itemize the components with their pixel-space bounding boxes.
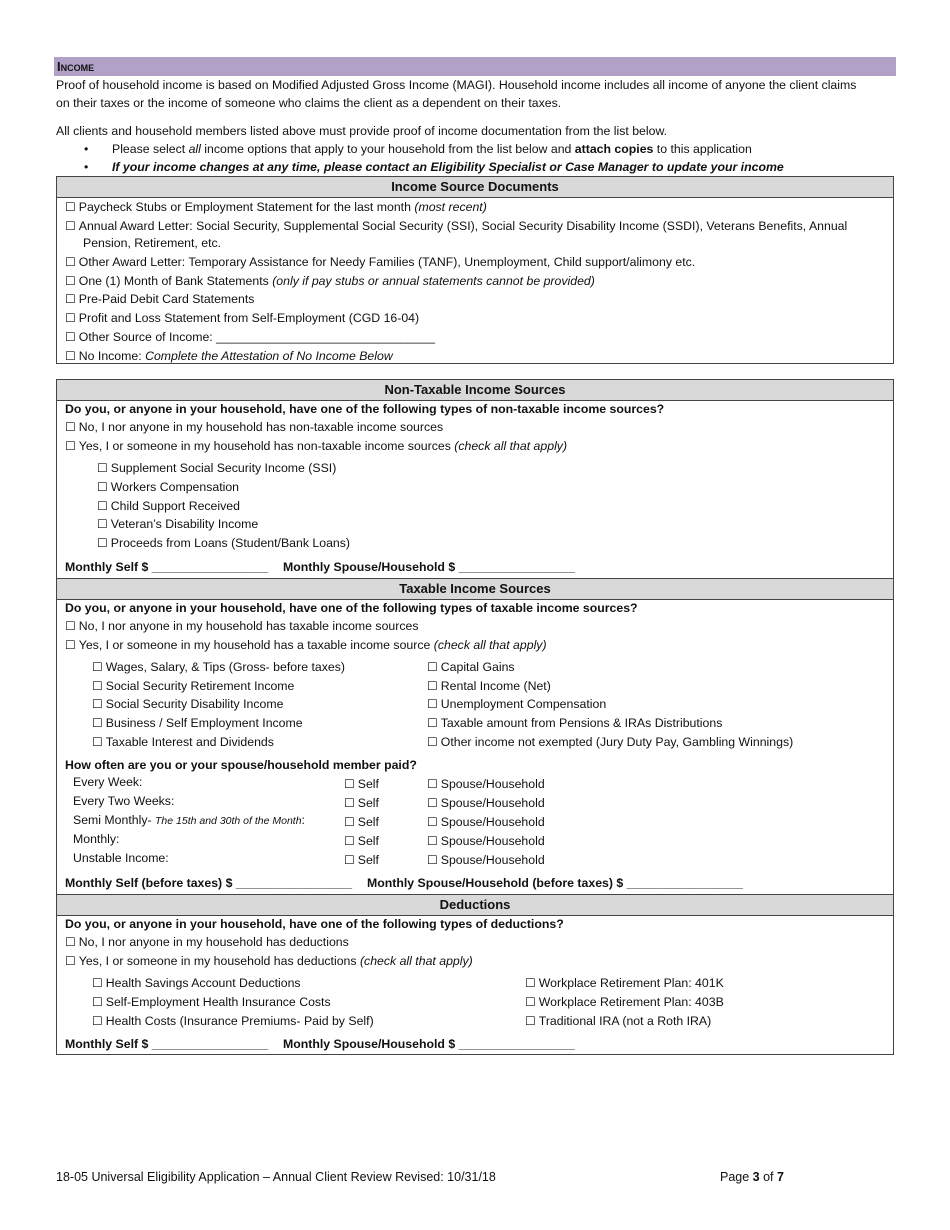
frequency-self-option[interactable]: ☐ Self [344,834,379,848]
checkbox-icon[interactable]: ☐ [427,697,438,711]
checkbox-icon[interactable]: ☐ [344,777,355,791]
checkbox-icon[interactable]: ☐ [525,1014,536,1028]
nontaxable-item[interactable]: ☐ Veteran’s Disability Income [97,517,259,531]
income-sources-box [56,379,894,1055]
checkbox-icon[interactable]: ☐ [427,660,438,674]
intro-paragraph-2: All clients and household members listed above must provide proof of income documentation from the list below. [56,124,668,138]
frequency-label: Every Two Weeks: [73,794,175,808]
checkbox-icon[interactable]: ☐ [65,292,76,306]
taxable-yes-option[interactable]: ☐ Yes, I or someone in my household has a taxable income source (check all that apply) [65,638,547,652]
taxable-item-right[interactable]: ☐ Taxable amount from Pensions & IRAs Distributions [427,716,723,730]
checkbox-icon[interactable]: ☐ [92,995,103,1009]
nontaxable-monthly-self[interactable]: Monthly Self $ _________________ [65,560,269,574]
taxable-monthly-self[interactable]: Monthly Self (before taxes) $ _________________ [65,876,353,890]
checkbox-icon[interactable]: ☐ [92,679,103,693]
deduction-item-left[interactable]: ☐ Health Costs (Insurance Premiums- Paid by Self) [92,1014,374,1028]
frequency-label: Every Week: [73,775,143,789]
deductions-title: Deductions [57,894,893,916]
frequency-self-option[interactable]: ☐ Self [344,777,379,791]
nontaxable-yes-option[interactable]: ☐ Yes, I or someone in my household has non-taxable income sources (check all that apply) [65,439,568,453]
checkbox-icon[interactable]: ☐ [97,480,108,494]
frequency-spouse-option[interactable]: ☐ Spouse/Household [427,815,545,829]
checkbox-icon[interactable]: ☐ [344,815,355,829]
doc-paycheck[interactable]: ☐ Paycheck Stubs or Employment Statement for the last month (most recent) [65,200,487,214]
frequency-spouse-option[interactable]: ☐ Spouse/Household [427,853,545,867]
deduction-item-right[interactable]: ☐ Workplace Retirement Plan: 401K [525,976,724,990]
taxable-item-left[interactable]: ☐ Taxable Interest and Dividends [92,735,274,749]
taxable-item-left[interactable]: ☐ Social Security Retirement Income [92,679,295,693]
taxable-no-option[interactable]: ☐ No, I nor anyone in my household has taxable income sources [65,619,419,633]
checkbox-icon[interactable]: ☐ [65,219,76,233]
nontaxable-no-option[interactable]: ☐ No, I nor anyone in my household has non-taxable income sources [65,420,444,434]
checkbox-icon[interactable]: ☐ [427,735,438,749]
checkbox-icon[interactable]: ☐ [427,853,438,867]
deductions-monthly-self[interactable]: Monthly Self $ _________________ [65,1037,269,1051]
checkbox-icon[interactable]: ☐ [344,796,355,810]
taxable-title: Taxable Income Sources [57,578,893,600]
taxable-monthly-spouse[interactable]: Monthly Spouse/Household (before taxes) $ _________________ [367,876,743,890]
checkbox-icon[interactable]: ☐ [97,536,108,550]
frequency-spouse-option[interactable]: ☐ Spouse/Household [427,796,545,810]
checkbox-icon[interactable]: ☐ [65,439,76,453]
checkbox-icon[interactable]: ☐ [97,499,108,513]
nontaxable-item[interactable]: ☐ Proceeds from Loans (Student/Bank Loans) [97,536,351,550]
nontaxable-item[interactable]: ☐ Supplement Social Security Income (SSI) [97,461,337,475]
doc-other-source[interactable]: ☐ Other Source of Income: ________________________________ [65,330,435,344]
income-documents-box [56,176,894,364]
doc-other-award[interactable]: ☐ Other Award Letter: Temporary Assistance for Needy Families (TANF), Unemployment, Child support/alimony etc. [65,255,696,269]
nontaxable-item[interactable]: ☐ Workers Compensation [97,480,240,494]
form-page: Income Proof of household income is based on Modified Adjusted Gross Income (MAGI). Household income includes all income of anyone the client claims on their taxes or the income of someone who claims the client as a dependent on their taxes. All clients and household members listed above must provide proof of income documentation from the list below. Please select all income options that apply to your household from the list below and attach copies to this application If your income changes at any time, please contact an Eligibility Specialist or Case Manager to update your income Income Source Documents ☐ Paycheck Stubs or Employment Statement for the last month (most recent) ☐ Annual Award Letter: Social Security, Supplemental Social Security (SSI), Social Security Disability Income (SSDI), Veterans Benefits, Annual Pension, Retirement, etc. ☐ Other Award Letter: Temporary Assistance for Needy Families (TANF), Unemployment, Child support/alimony etc. ☐ One (1) Month of Bank Statements (only if pay stubs or annual statements cannot be provided) ☐ Pre-Paid Debit Card Statements ☐ Profit and Loss Statement from Self-Employment (CGD 16-04) ☐ Other Source of Income: ________________________________ ☐ No Income: Complete the Attestation of No Income Below Non-Taxable Income Sources Do you, or anyone in your household, have one of the following types of non-taxable income sources? ☐ No, I nor anyone in my household has non-taxable income sources ☐ Yes, I or someone in my household has non-taxable income sources (check all that apply) ☐ Supplement Social Security Income (SSI) ☐ Workers Compensation ☐ Child Support Received ☐ Veteran’s Disability Income ☐ Proceeds from Loans (Student/Bank Loans) Monthly Self $ _________________ Monthly Spouse/Household $ _________________ Taxable Income Sources Do you, or anyone in your household, have one of the following types of taxable income sources? ☐ No, I nor anyone in my household has taxable income sources ☐ Yes, I or someone in my household has a taxable income source (check all that apply) ☐ Wages, Salary, & Tips (Gross- before taxes) ☐ Social Security Retirement Income ☐ Social Security Disability Income ☐ Business / Self Employment Income ☐ Taxable Interest and Dividends ☐ Capital Gains ☐ Rental Income (Net) ☐ Unemployment Compensation ☐ Taxable amount from Pensions & IRAs Distributions ☐ Other income not exempted (Jury Duty Pay, Gambling Winnings) How often are you or your spouse/household member paid? Every Week: Every Two Weeks: Semi Monthly- The 15th and 30th of the Month: Monthly: Unstable Income: ☐ Self ☐ Self ☐ Self ☐ Self ☐ Self ☐ Spouse/Household ☐ Spouse/Household ☐ Spouse/Household ☐ Spouse/Household ☐ Spouse/Household Monthly Self (before taxes) $ _________________ Monthly Spouse/Household (before taxes) $ _________________ Deductions Do you, or anyone in your household, have one of the following types of deductions? ☐ No, I nor anyone in my household has deductions ☐ Yes, I or someone in my household has deductions (check all that apply) ☐ Health Savings Account Deductions ☐ Self-Employment Health Insurance Costs ☐ Health Costs (Insurance Premiums- Paid by Self) ☐ Workplace Retirement Plan: 401K ☐ Workplace Retirement Plan: 403B ☐ Traditional IRA (not a Roth IRA) Monthly Self $ _________________ Monthly Spouse/Household $ _________________ 18-05 Universal Eligibility Application – Annual Client Review Revised: 10/31/18 Page 3 of 7 [0,0,950,1230]
checkbox-icon[interactable]: ☐ [65,638,76,652]
taxable-item-left[interactable]: ☐ Social Security Disability Income [92,697,284,711]
taxable-item-right[interactable]: ☐ Rental Income (Net) [427,679,551,693]
nontaxable-monthly-spouse[interactable]: Monthly Spouse/Household $ _________________ [283,560,575,574]
deductions-no-option[interactable]: ☐ No, I nor anyone in my household has deductions [65,935,349,949]
frequency-label: Unstable Income: [73,851,169,865]
checkbox-icon[interactable]: ☐ [427,796,438,810]
checkbox-icon[interactable]: ☐ [427,679,438,693]
deductions-monthly-spouse[interactable]: Monthly Spouse/Household $ _________________ [283,1037,575,1051]
doc-annual-award[interactable]: ☐ Annual Award Letter: Social Security, Supplemental Social Security (SSI), Social Security Disability Income (SSDI), Veterans Benefits, Annual [65,219,848,233]
taxable-item-left[interactable]: ☐ Business / Self Employment Income [92,716,303,730]
footer-page-number: Page 3 of 7 [720,1170,784,1184]
checkbox-icon[interactable]: ☐ [92,735,103,749]
doc-annual-award-cont: Pension, Retirement, etc. [83,236,222,250]
deduction-item-left[interactable]: ☐ Health Savings Account Deductions [92,976,301,990]
checkbox-icon[interactable]: ☐ [65,935,76,949]
taxable-item-right[interactable]: ☐ Other income not exempted (Jury Duty Pay, Gambling Winnings) [427,735,794,749]
frequency-question: How often are you or your spouse/household member paid? [65,758,417,772]
doc-profit-loss[interactable]: ☐ Profit and Loss Statement from Self-Employment (CGD 16-04) [65,311,420,325]
checkbox-icon[interactable]: ☐ [97,461,108,475]
deduction-item-right[interactable]: ☐ Workplace Retirement Plan: 403B [525,995,724,1009]
checkbox-icon[interactable]: ☐ [92,660,103,674]
checkbox-icon[interactable]: ☐ [65,311,76,325]
checkbox-icon[interactable]: ☐ [65,619,76,633]
checkbox-icon[interactable]: ☐ [97,517,108,531]
checkbox-icon[interactable]: ☐ [65,420,76,434]
checkbox-icon[interactable]: ☐ [65,349,76,363]
checkbox-icon[interactable]: ☐ [427,716,438,730]
checkbox-icon[interactable]: ☐ [65,330,76,344]
income-documents-title: Income Source Documents [57,177,893,198]
checkbox-icon[interactable]: ☐ [525,976,536,990]
checkbox-icon[interactable]: ☐ [344,834,355,848]
frequency-label: Monthly: [73,832,120,846]
frequency-label: Semi Monthly- The 15th and 30th of the Month: [73,813,305,827]
taxable-item-right[interactable]: ☐ Capital Gains [427,660,515,674]
checkbox-icon[interactable]: ☐ [92,1014,103,1028]
checkbox-icon[interactable]: ☐ [92,976,103,990]
checkbox-icon[interactable]: ☐ [92,716,103,730]
nontaxable-item[interactable]: ☐ Child Support Received [97,499,240,513]
checkbox-icon[interactable]: ☐ [427,834,438,848]
doc-prepaid-card[interactable]: ☐ Pre-Paid Debit Card Statements [65,292,255,306]
intro-line-2: on their taxes or the income of someone who claims the client as a dependent on their taxes. [56,96,562,110]
section-heading: Income [54,57,896,76]
frequency-spouse-option[interactable]: ☐ Spouse/Household [427,834,545,848]
checkbox-icon[interactable]: ☐ [344,853,355,867]
checkbox-icon[interactable]: ☐ [65,255,76,269]
checkbox-icon[interactable]: ☐ [92,697,103,711]
intro-line-1: Proof of household income is based on Modified Adjusted Gross Income (MAGI). Household income includes all income of anyone the client claims [56,78,857,92]
checkbox-icon[interactable]: ☐ [525,995,536,1009]
frequency-spouse-option[interactable]: ☐ Spouse/Household [427,777,545,791]
checkbox-icon[interactable]: ☐ [427,815,438,829]
frequency-self-option[interactable]: ☐ Self [344,815,379,829]
checkbox-icon[interactable]: ☐ [65,954,76,968]
frequency-self-option[interactable]: ☐ Self [344,796,379,810]
nontaxable-title: Non-Taxable Income Sources [57,380,893,401]
footer-form-id: 18-05 Universal Eligibility Application – Annual Client Review Revised: 10/31/18 [56,1170,496,1184]
nontaxable-question: Do you, or anyone in your household, have one of the following types of non-taxable income sources? [65,402,665,416]
checkbox-icon[interactable]: ☐ [65,200,76,214]
deduction-item-left[interactable]: ☐ Self-Employment Health Insurance Costs [92,995,331,1009]
deduction-item-right[interactable]: ☐ Traditional IRA (not a Roth IRA) [525,1014,712,1028]
taxable-item-right[interactable]: ☐ Unemployment Compensation [427,697,607,711]
checkbox-icon[interactable]: ☐ [65,274,76,288]
deductions-yes-option[interactable]: ☐ Yes, I or someone in my household has deductions (check all that apply) [65,954,473,968]
deductions-question: Do you, or anyone in your household, have one of the following types of deductions? [65,917,564,931]
doc-no-income[interactable]: ☐ No Income: Complete the Attestation of No Income Below [65,349,393,363]
taxable-question: Do you, or anyone in your household, have one of the following types of taxable income sources? [65,601,638,615]
frequency-self-option[interactable]: ☐ Self [344,853,379,867]
taxable-item-left[interactable]: ☐ Wages, Salary, & Tips (Gross- before taxes) [92,660,345,674]
doc-bank-statements[interactable]: ☐ One (1) Month of Bank Statements (only if pay stubs or annual statements cannot be provided) [65,274,595,288]
checkbox-icon[interactable]: ☐ [427,777,438,791]
